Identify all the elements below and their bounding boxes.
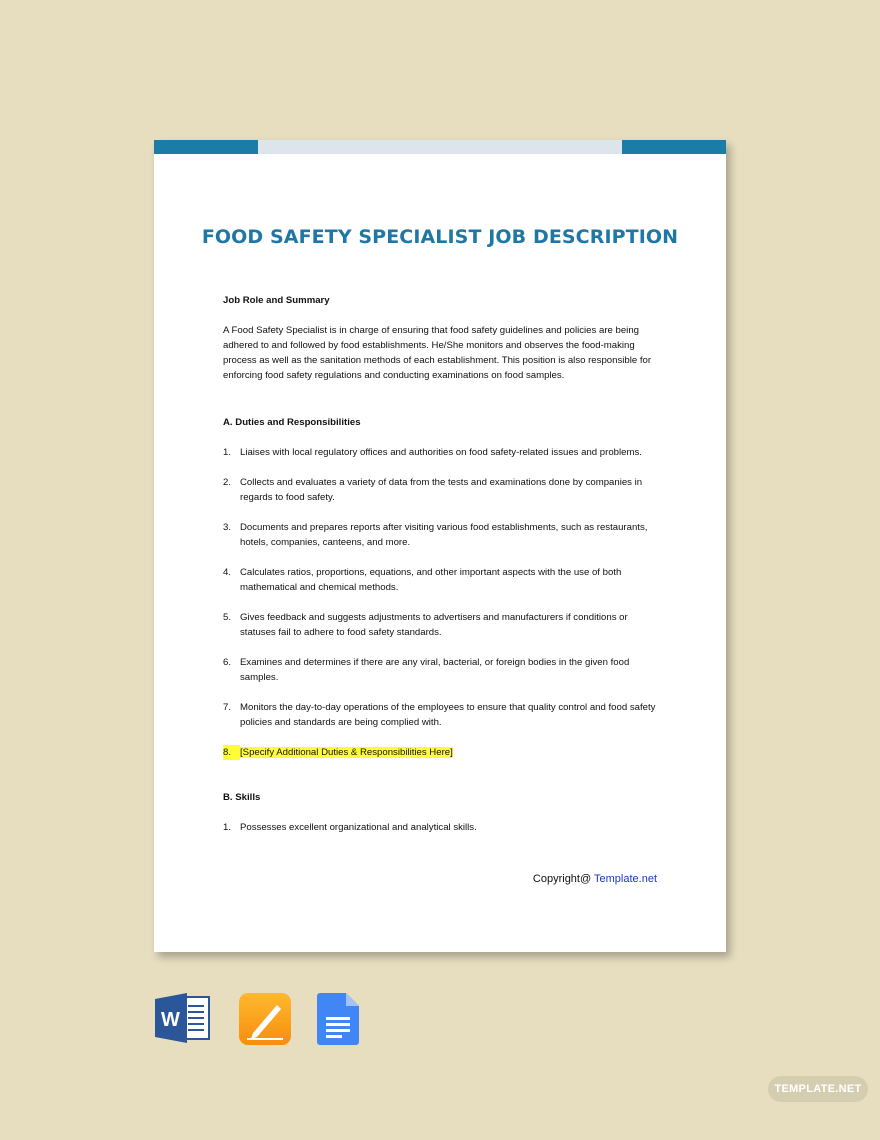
- copyright: [533, 873, 657, 885]
- duty-text: Liaises with local regulatory offices and authorities on food safety-related issues and problems.: [240, 447, 642, 458]
- duties-list: [223, 445, 663, 760]
- duty-number: 2.: [223, 477, 232, 488]
- duty-number: 5.: [223, 612, 232, 623]
- template-net-watermark: TEMPLATE.NET: [768, 1076, 868, 1102]
- duty-item: [223, 700, 663, 730]
- duty-item: [223, 520, 663, 550]
- duty-number: 3.: [223, 522, 232, 533]
- skills-heading: B. Skills: [223, 792, 261, 803]
- duty-text: Documents and prepares reports after visiting various food establishments, such as restaurants, hotels, companies, canteens, and more.: [240, 522, 648, 548]
- duty-item: [223, 445, 663, 460]
- duty-item: [223, 565, 663, 595]
- copyright-prefix: Copyright@: [532, 873, 595, 885]
- duty-number: 8.: [223, 745, 240, 760]
- duty-number: 7.: [223, 702, 232, 713]
- skill-number: 1.: [223, 822, 232, 833]
- skills-list: [223, 820, 663, 835]
- duty-text: Calculates ratios, proportions, equations, and other important aspects with the use of both mathematical and chemical methods.: [240, 567, 622, 593]
- summary-heading: Job Role and Summary: [223, 295, 330, 306]
- document-title: FOOD SAFETY SPECIALIST JOB DESCRIPTION: [201, 226, 679, 248]
- duty-item: [223, 655, 663, 685]
- document-body: [223, 293, 663, 835]
- duty-text: Gives feedback and suggests adjustments to advertisers and manufacturers if conditions or statuses fail to adhere to food safety standards.: [240, 612, 628, 638]
- header-bar-right: [622, 140, 726, 154]
- apple-pages-icon[interactable]: [239, 993, 291, 1045]
- microsoft-word-icon[interactable]: [155, 993, 211, 1043]
- duty-text: Monitors the day-to-day operations of the employees to ensure that quality control and food safety policies and standards are being complied with.: [240, 702, 656, 728]
- duty-item: [223, 610, 663, 640]
- duty-text: Examines and determines if there are any viral, bacterial, or foreign bodies in the given food samples.: [240, 657, 630, 683]
- duty-number: 6.: [223, 657, 232, 668]
- duty-number: 1.: [223, 447, 232, 458]
- duties-heading: A. Duties and Responsibilities: [223, 417, 361, 428]
- placeholder-text: [Specify Additional Duties & Responsibilities Here]: [240, 747, 453, 758]
- header-bar-middle: [258, 140, 622, 154]
- duty-item: [223, 475, 663, 505]
- duty-number: 4.: [223, 567, 232, 578]
- summary-paragraph: A Food Safety Specialist is in charge of ensuring that food safety guidelines and policies are being adhered to and followed by food establishments. He/She monitors and observes the food-making process as well as the sanitation methods of each establishment. This position is also responsible for enforcing food safety regulations and conducting examinations on food samples.: [223, 325, 652, 381]
- skill-item: [223, 820, 663, 835]
- skill-text: Possesses excellent organizational and analytical skills.: [240, 822, 477, 833]
- header-bar: [154, 140, 726, 154]
- duty-item-placeholder: [223, 745, 663, 760]
- header-bar-left: [154, 140, 258, 154]
- svg-text:W: W: [161, 1009, 180, 1031]
- document-page: [154, 140, 726, 952]
- duty-text: Collects and evaluates a variety of data from the tests and examinations done by companies in regards to food safety.: [240, 477, 643, 503]
- copyright-link[interactable]: Template.net: [594, 873, 657, 885]
- google-docs-icon[interactable]: [317, 993, 359, 1045]
